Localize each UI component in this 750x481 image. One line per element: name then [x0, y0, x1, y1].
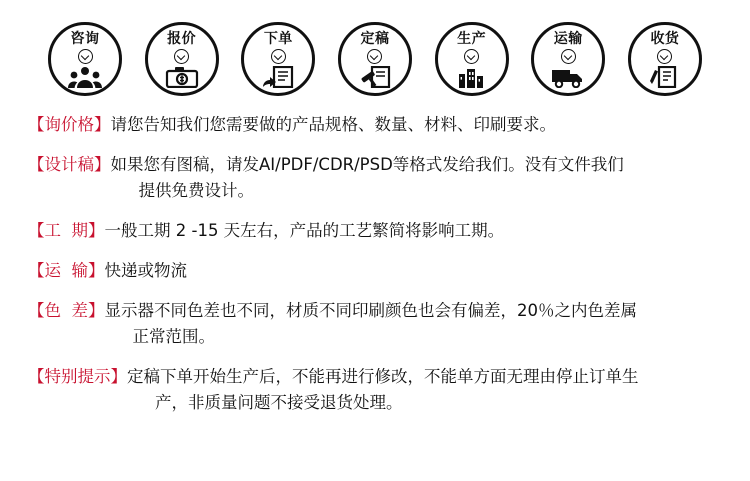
- paragraph-body: [111, 152, 723, 204]
- chevron-down-icon: [174, 49, 189, 64]
- paragraph-body: [105, 258, 723, 284]
- step-delivery: [628, 22, 702, 96]
- paragraph-inquiry: [28, 112, 722, 138]
- step-label: 报价: [167, 31, 197, 47]
- step-label: 运输: [553, 31, 583, 47]
- step-shipping: [531, 22, 605, 96]
- paragraph-design: [28, 152, 722, 204]
- order-document-icon: [261, 65, 295, 89]
- paragraph-tag: 【运 输】: [28, 261, 105, 280]
- step-label: 咨询: [70, 31, 100, 47]
- paragraph-line: 正常范围。: [132, 327, 215, 346]
- paragraph-line: 快递或物流: [104, 261, 187, 280]
- receipt-checklist-icon: [648, 65, 682, 89]
- chevron-down-icon: [271, 49, 286, 64]
- step-label: 收货: [650, 31, 680, 47]
- step-order: [241, 22, 315, 96]
- chevron-down-icon: [367, 49, 382, 64]
- chevron-down-icon: [657, 49, 672, 64]
- paragraph-color-difference: [28, 298, 722, 350]
- paragraph-body: [105, 218, 723, 244]
- paragraph-tag: 【工 期】: [28, 221, 105, 240]
- paragraph-line: 显示器不同色差也不同，材质不同印刷颜色也会有偏差，20％之内色差属: [104, 301, 637, 320]
- paragraph-body: [127, 364, 722, 416]
- paragraph-tag: 【色 差】: [28, 301, 105, 320]
- step-label: 定稿: [360, 31, 390, 47]
- step-label: 生产: [457, 31, 487, 47]
- paragraph-body: [111, 112, 723, 138]
- paragraph-line: 如果您有图稿，请发AI/PDF/CDR/PSD等格式发给我们。没有文件我们: [110, 155, 624, 174]
- step-quote: [145, 22, 219, 96]
- gavel-approval-icon: [358, 65, 392, 89]
- paragraph-tag: 【设计稿】: [28, 155, 111, 174]
- paragraph-line: 提供免费设计。: [138, 181, 254, 200]
- terms-text: [0, 96, 750, 416]
- chevron-down-icon: [78, 49, 93, 64]
- paragraph-line: 请您告知我们您需要做的产品规格、数量、材料、印刷要求。: [110, 115, 556, 134]
- paragraph-special-notice: [28, 364, 722, 416]
- process-steps: [0, 0, 750, 96]
- paragraph-body: [105, 298, 723, 350]
- chevron-down-icon: [464, 49, 479, 64]
- money-camera-icon: [165, 65, 199, 89]
- step-production: [435, 22, 509, 96]
- factory-icon: [455, 65, 489, 89]
- paragraph-shipping: [28, 258, 722, 284]
- paragraph-line: 定稿下单开始生产后，不能再进行修改，不能单方面无理由停止订单生: [127, 367, 639, 386]
- step-label: 下单: [263, 31, 293, 47]
- chevron-down-icon: [561, 49, 576, 64]
- truck-icon: [551, 65, 585, 89]
- paragraph-leadtime: [28, 218, 722, 244]
- paragraph-tag: 【特别提示】: [28, 367, 127, 386]
- consult-people-icon: [68, 65, 102, 89]
- paragraph-line: 一般工期 2 -15 天左右，产品的工艺繁简将影响工期。: [104, 221, 505, 240]
- step-finalize: [338, 22, 412, 96]
- step-consult: [48, 22, 122, 96]
- paragraph-tag: 【询价格】: [28, 115, 111, 134]
- paragraph-line: 产，非质量问题不接受退货处理。: [155, 393, 403, 412]
